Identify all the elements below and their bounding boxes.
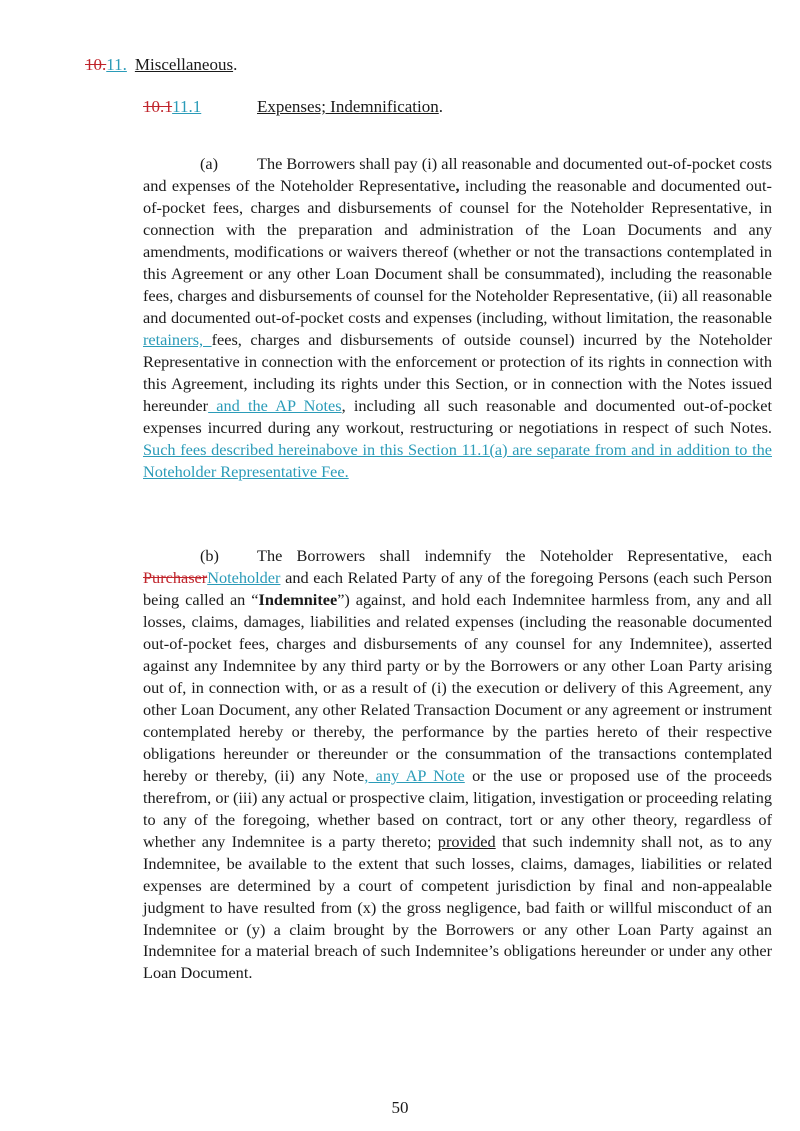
inserted-text: , any AP Note <box>364 765 465 785</box>
deleted-text: Purchaser <box>143 568 208 588</box>
paragraph-label: (b) <box>200 546 219 566</box>
paragraph-text: The Borrowers shall pay (i) all reasonable and documented out-of-pocket costs and expenses of the Noteholder Representative <box>143 154 772 196</box>
paragraph-text: ”) against, and hold each Indemnitee harmless from, any and all losses, claims, damages, liabilities and related expenses (including the reasonable documented out-of-pocket fees, charges and disbursements of any counsel for any Indemnitee), asserted against any Indemnitee by any third party or by the Borrowers or any other Loan Party arising out of, in connection with, or as a result of (i) the execution or delivery of this Agreement, any other Loan Document, any other Related Transaction Document or any agreement or instrument contemplated hereby or thereby, the performance by the parties hereto of their respective obligations hereunder or thereunder or the consummation of the transactions contemplated hereby or thereby, (ii) any Note <box>143 590 773 785</box>
defined-term: Indemnitee <box>258 590 338 610</box>
section-title: Miscellaneous <box>134 55 234 74</box>
paragraph-b <box>143 545 772 984</box>
inserted-section-number: 11. <box>106 55 127 74</box>
paragraph-text: and each Related Party of any of the foregoing Persons (each such Person being called an “ <box>143 568 772 610</box>
paragraph-text: , including all such reasonable and documented out-of-pocket expenses incurred during any workout, restructuring or negotiations in respect of such Notes. <box>143 395 772 437</box>
paragraph-text: including the reasonable and documented out-of-pocket fees, charges and disbursements of counsel for the Noteholder Representative, in connection with the preparation and administration of the Loan Documents and any amendments, modifications or waivers thereof (whether or not the transactions contemplated in this Agreement or any other Loan Document shall be consummated), including the reasonable fees, charges and disbursements of counsel for the Noteholder Representative, (ii) all reasonable and documented out-of-pocket costs and expenses (including, without limitation, the reasonable <box>143 176 772 327</box>
inserted-text: Such fees described hereinabove in this Section 11.1(a) are separate from and in addition to the Noteholder Representative Fee. <box>143 439 772 481</box>
inserted-text: and the AP Notes <box>208 395 342 415</box>
paragraph-label: (a) <box>200 154 219 174</box>
subsection-heading <box>143 97 443 117</box>
section-title-period: . <box>233 55 238 74</box>
inserted-subsection-number: 11.1 <box>172 97 202 116</box>
inserted-text: Noteholder <box>207 568 281 588</box>
bold-comma: , <box>455 176 460 196</box>
deleted-section-number: 10. <box>85 55 107 74</box>
section-number <box>85 55 127 74</box>
subsection-title-period: . <box>438 97 444 116</box>
section-heading <box>85 55 237 75</box>
paragraph-text: The Borrowers shall indemnify the Noteholder Representative, each <box>257 546 772 566</box>
subsection-title: Expenses; Indemnification <box>257 97 439 116</box>
deleted-subsection-number: 10.1 <box>143 97 173 116</box>
paragraph-text: fees, charges and disbursements of outside counsel) incurred by the Noteholder Representative in connection with the enforcement or protection of its rights in connection with this Agreement, including its rights under this Section, or in connection with the Notes issued hereunder <box>143 329 773 415</box>
underlined-term: provided <box>437 831 496 851</box>
paragraph-text: that such indemnity shall not, as to any Indemnitee, be available to the extent that such losses, claims, damages, liabilities or related expenses are determined by a court of competent jurisdiction by final and non-appealable judgment to have resulted from (x) the gross negligence, bad faith or willful misconduct of an Indemnitee or (y) a claim brought by the Borrowers or any other Loan Party against an Indemnitee for a material breach of such Indemnitee’s obligations hereunder or under any other Loan Document. <box>143 831 772 983</box>
page-number: 50 <box>391 1098 409 1117</box>
paragraph-a <box>143 153 772 482</box>
inserted-text: retainers, <box>143 329 212 349</box>
subsection-number <box>143 97 257 117</box>
paragraph-text: or the use or proposed use of the proceeds therefrom, or (iii) any actual or prospective claim, litigation, investigation or proceeding relating to any of the foregoing, whether based on contract, tort or any other theory, regardless of whether any Indemnitee is a party thereto; <box>143 765 773 851</box>
